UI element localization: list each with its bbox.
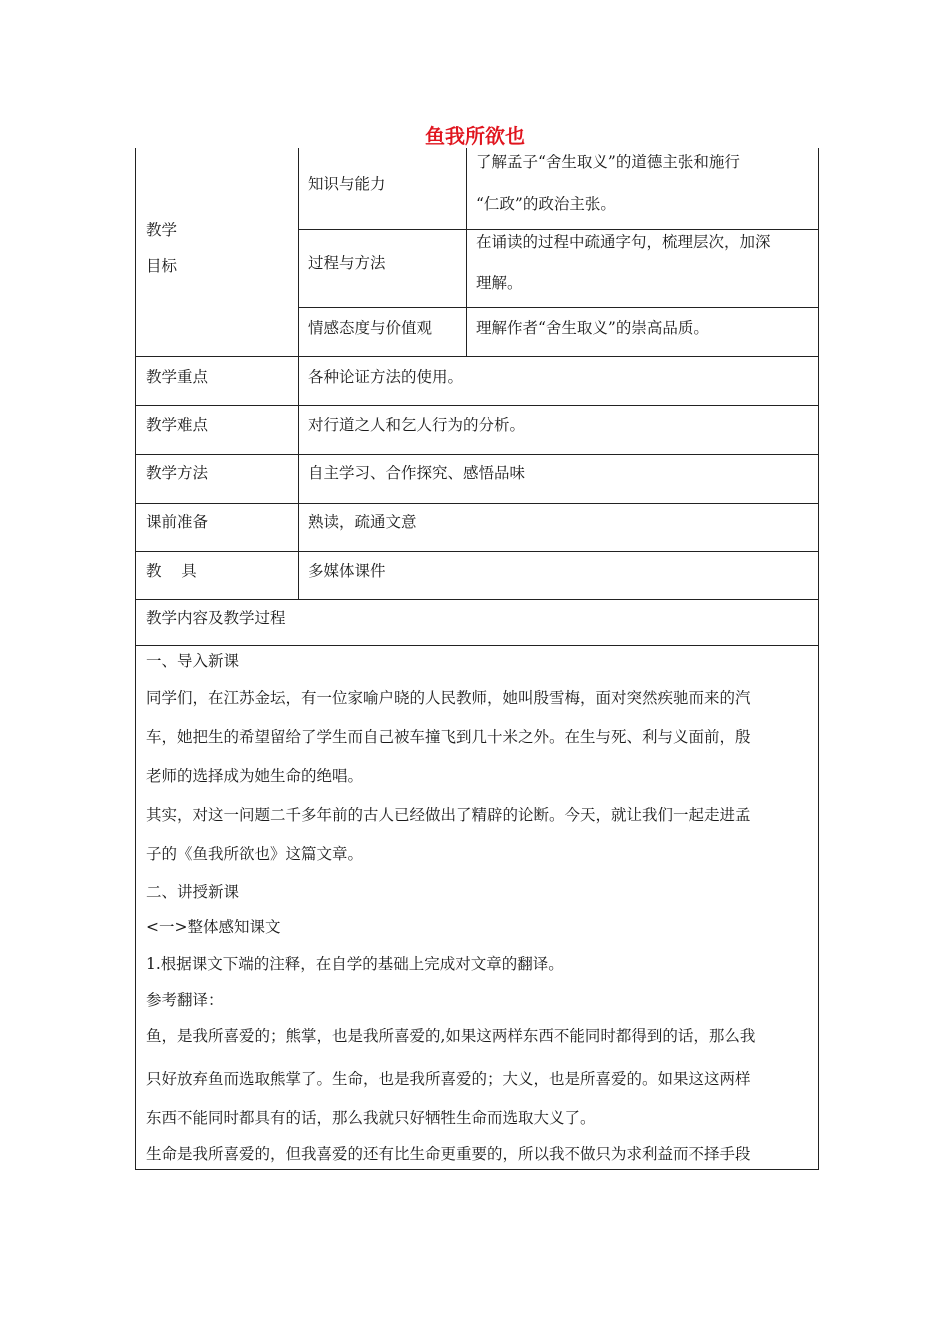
paragraph-line: 车，她把生的希望留给了学生而自己被车撞飞到几十米之外。在生与死、利与义面前，殷	[146, 728, 751, 746]
row-value: 自主学习、合作探究、感悟品味	[308, 464, 526, 482]
goals-label-line1: 教学	[146, 221, 178, 239]
paragraph-line: 其实，对这一问题二千多年前的古人已经做出了精辟的论断。今天，就让我们一起走进孟	[146, 806, 751, 824]
page-title: 鱼我所欲也	[425, 124, 525, 148]
goal-text-line: “仁政”的政治主张。	[476, 195, 616, 213]
paragraph-line: 东西不能同时都具有的话，那么我就只好牺牲生命而选取大义了。	[146, 1109, 596, 1127]
paragraph-line: 鱼，是我所喜爱的；熊掌，也是我所喜爱的,如果这两样东西不能同时都得到的话，那么我	[146, 1027, 756, 1045]
table-column-divider	[298, 148, 299, 599]
row-label: 教学难点	[146, 416, 209, 434]
goal-text-line: 理解作者“舍生取义”的崇高品质。	[476, 319, 709, 337]
table-row-divider	[135, 599, 819, 600]
row-value: 多媒体课件	[308, 562, 386, 580]
goals-label-line2: 目标	[146, 257, 178, 275]
paragraph-line: 子的《鱼我所欲也》这篇文章。	[146, 845, 364, 863]
row-value: 对行道之人和乞人行为的分析。	[308, 416, 526, 434]
table-border-bottom	[135, 1169, 819, 1170]
table-border-left	[135, 148, 136, 1170]
goal-text-line: 了解孟子“舍生取义”的道德主张和施行	[476, 153, 740, 171]
row-label: 教学方法	[146, 464, 209, 482]
goal-name: 知识与能力	[308, 175, 386, 193]
goal-name: 过程与方法	[308, 254, 386, 272]
goal-text-line: 理解。	[476, 274, 523, 292]
table-row-divider	[135, 551, 819, 552]
table-row-divider	[135, 454, 819, 455]
row-label: 教 具	[146, 562, 197, 580]
section-heading: 一、导入新课	[146, 652, 240, 670]
task-text: 1.根据课文下端的注释，在自学的基础上完成对文章的翻译。	[146, 955, 564, 973]
table-column-divider	[466, 148, 467, 356]
paragraph-line: 老师的选择成为她生命的绝唱。	[146, 767, 364, 785]
paragraph-line: 生命是我所喜爱的，但我喜爱的还有比生命更重要的，所以我不做只为求利益而不择手段	[146, 1145, 751, 1163]
table-row-divider	[298, 307, 819, 308]
row-label: 教学重点	[146, 368, 209, 386]
subsection-heading: <一>整体感知课文	[146, 918, 281, 936]
table-row-divider	[135, 503, 819, 504]
table-row-divider	[135, 356, 819, 357]
paragraph-line: 只好放弃鱼而选取熊掌了。生命，也是我所喜爱的；大义，也是所喜爱的。如果这这两样	[146, 1070, 751, 1088]
table-row-divider	[135, 405, 819, 406]
row-label: 课前准备	[146, 513, 209, 531]
table-border-right	[818, 148, 819, 1170]
process-header: 教学内容及教学过程	[146, 609, 286, 627]
goal-name: 情感态度与价值观	[308, 319, 433, 337]
row-value: 熟读，疏通文意	[308, 513, 417, 531]
table-row-divider	[135, 645, 819, 646]
paragraph-line: 同学们，在江苏金坛，有一位家喻户晓的人民教师，她叫殷雪梅，面对突然疾驰而来的汽	[146, 689, 751, 707]
row-value: 各种论证方法的使用。	[308, 368, 464, 386]
table-row-divider	[298, 229, 819, 230]
reference-label: 参考翻译：	[146, 991, 224, 1009]
goal-text-line: 在诵读的过程中疏通字句，梳理层次，加深	[476, 233, 771, 251]
section-heading: 二、讲授新课	[146, 883, 240, 901]
